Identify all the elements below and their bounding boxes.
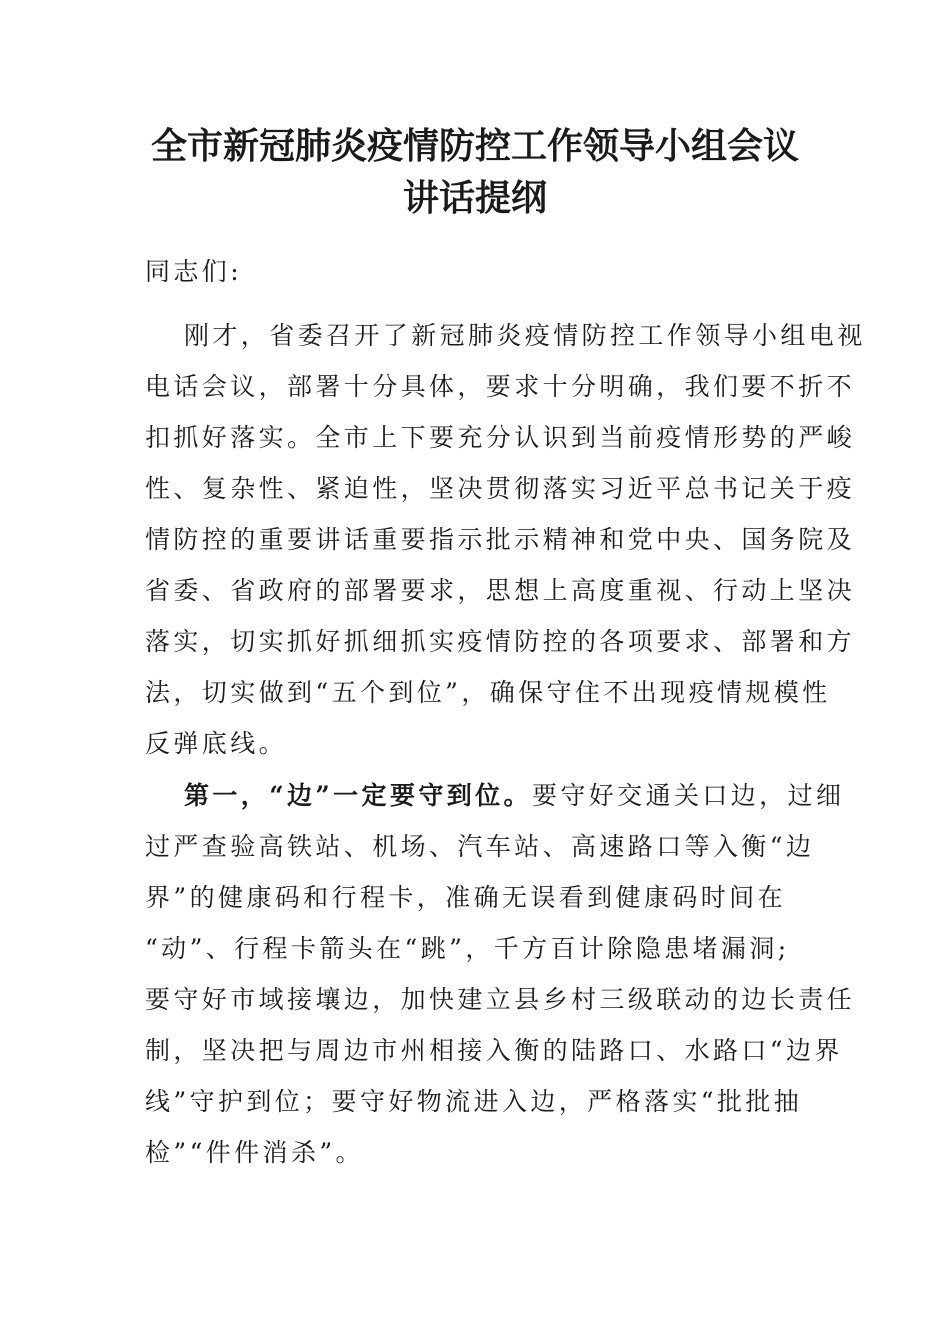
paragraph-2-line: 制，坚决把与周边市州相接入衡的陆路口、水路口“边界 xyxy=(145,1036,843,1065)
paragraph-2-line: 线”守护到位；要守好物流进入边，严格落实“批批抽 xyxy=(145,1087,803,1116)
paragraph-2-line: 要守好交通关口边，过细 xyxy=(531,781,845,810)
paragraph-2-line: 过严查验高铁站、机场、汽车站、高速路口等入衡“边 xyxy=(145,832,815,861)
paragraph-2-line: 检”“件件消杀”。 xyxy=(145,1138,364,1167)
salutation: 同志们: xyxy=(145,257,243,286)
paragraph-1-line: 法，切实做到“五个到位”，确保守住不出现疫情规模性 xyxy=(145,678,831,707)
paragraph-1-line: 反弹底线。 xyxy=(145,729,288,758)
paragraph-1-line: 电话会议，部署十分具体，要求十分明确，我们要不折不 xyxy=(145,372,856,401)
paragraph-2-line: 要守好市域接壤边，加快建立县乡村三级联动的边长责任 xyxy=(145,985,856,1014)
paragraph-2-first-line xyxy=(145,770,845,821)
paragraph-2-heading: 第一，“边”一定要守到位。 xyxy=(184,781,532,810)
paragraph-1 xyxy=(145,310,866,769)
paragraph-1-line: 刚才，省委召开了新冠肺炎疫情防控工作领导小组电视 xyxy=(184,321,866,350)
document-title-line1: 全市新冠肺炎疫情防控工作领导小组会议 xyxy=(150,125,799,167)
paragraph-1-line: 省委、省政府的部署要求，思想上高度重视、行动上坚决 xyxy=(145,576,856,605)
document-title-line2: 讲话提纲 xyxy=(402,177,547,219)
paragraph-1-line: 落实，切实抓好抓细抓实疫情防控的各项要求、部署和方 xyxy=(145,627,856,656)
paragraph-1-line: 性、复杂性、紧迫性，坚决贯彻落实习近平总书记关于疫 xyxy=(145,474,856,503)
paragraph-1-line: 情防控的重要讲话重要指示批示精神和党中央、国务院及 xyxy=(145,525,856,554)
paragraph-2-line: “动”、行程卡箭头在“跳”，千方百计除隐患堵漏洞; xyxy=(145,934,790,963)
paragraph-1-line: 扣抓好落实。全市上下要充分认识到当前疫情形势的严峻 xyxy=(145,423,856,452)
paragraph-2 xyxy=(145,770,856,1178)
paragraph-2-line: 界”的健康码和行程卡，准确无误看到健康码时间在 xyxy=(145,883,786,912)
